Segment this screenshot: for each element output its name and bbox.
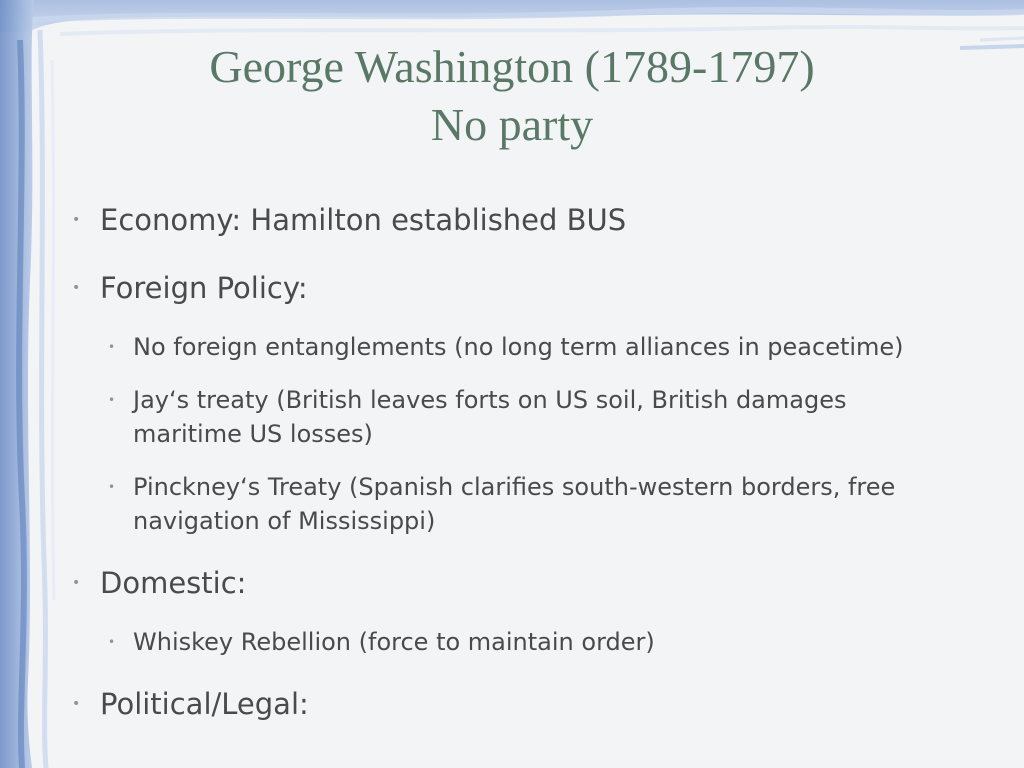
bullet-dot: • — [72, 696, 81, 712]
bullet-dot: • — [108, 635, 116, 649]
sub-bullet-pinckneys-treaty — [70, 470, 950, 538]
bullet-text: Domestic: — [100, 566, 247, 600]
title-line-2: No party — [430, 99, 594, 150]
bullet-list — [70, 200, 950, 752]
bullet-text: No foreign entanglements (no long term alliances in peacetime) — [133, 333, 904, 361]
sub-bullet-whiskey-rebellion — [70, 625, 950, 659]
bullet-text: Pinckney‘s Treaty (Spanish clarifies south-western borders, free navigation of Mississippi) — [133, 473, 896, 535]
bullet-dot: • — [72, 212, 81, 228]
sub-bullet-no-entanglements — [70, 330, 950, 364]
sub-bullet-jays-treaty — [70, 383, 950, 451]
bullet-dot: • — [108, 480, 116, 494]
bullet-dot: • — [72, 280, 81, 296]
title-line-1: George Washington (1789-1797) — [209, 41, 815, 92]
bullet-text: Jay‘s treaty (British leaves forts on US soil, British damages maritime US losses) — [133, 386, 847, 448]
bullet-text: Economy: Hamilton established BUS — [100, 203, 627, 237]
bullet-economy — [70, 200, 950, 240]
bullet-domestic — [70, 563, 950, 603]
slide-title — [0, 38, 1024, 154]
bullet-text: Political/Legal: — [100, 687, 309, 721]
bullet-dot: • — [108, 393, 116, 407]
bullet-text: Foreign Policy: — [100, 271, 308, 305]
bullet-foreign-policy — [70, 268, 950, 308]
bullet-political-legal — [70, 684, 950, 724]
bullet-text: Whiskey Rebellion (force to maintain order) — [133, 628, 655, 656]
bullet-dot: • — [108, 340, 116, 354]
bullet-dot: • — [72, 575, 81, 591]
